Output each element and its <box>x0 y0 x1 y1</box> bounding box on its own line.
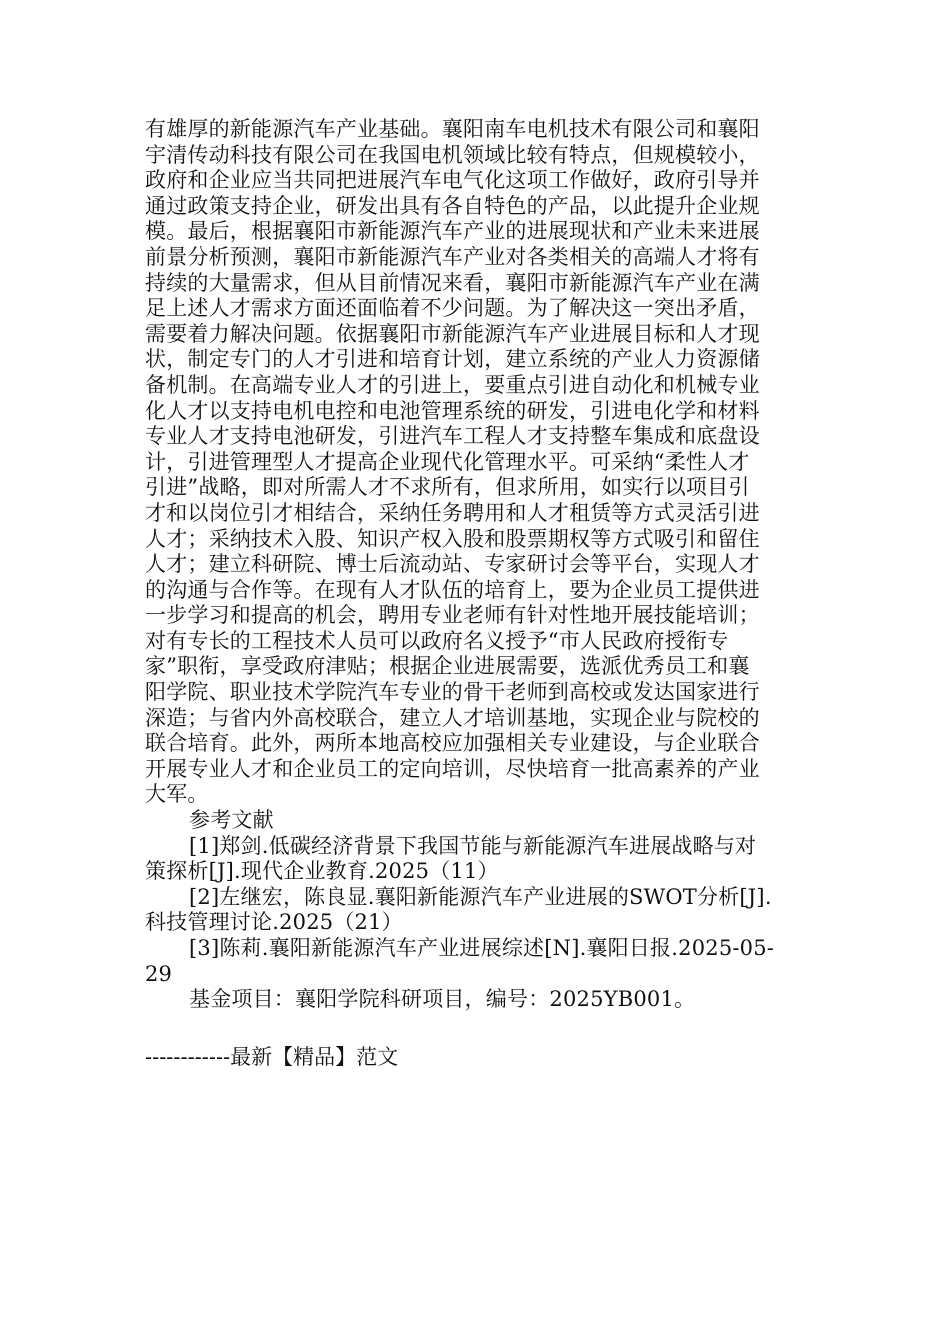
reference-line: 科技管理讨论.2025（21） <box>145 910 403 935</box>
main-paragraph <box>145 117 805 808</box>
paragraph-line: 政府和企业应当共同把进展汽车电气化这项工作做好，政府引导并 <box>145 168 760 193</box>
paragraph-line: 引进”战略，即对所需人才不求所有，但求所用，如实行以项目引 <box>145 475 750 500</box>
document-body <box>145 117 805 1013</box>
paragraph-line: 深造；与省内外高校联合，建立人才培训基地，实现企业与院校的 <box>145 705 760 730</box>
reference-item <box>145 885 805 936</box>
paragraph-line: 才和以岗位引才相结合，采纳任务聘用和人才租赁等方式灵活引进 <box>145 500 760 525</box>
paragraph-line: 的沟通与合作等。在现有人才队伍的培育上，要为企业员工提供进 <box>145 577 760 602</box>
references-section <box>145 808 805 987</box>
paragraph-line: 家”职衔，享受政府津贴；根据企业进展需要，选派优秀员工和襄 <box>145 654 750 679</box>
paragraph-line: 宇清传动科技有限公司在我国电机领域比较有特点，但规模较小， <box>145 142 760 167</box>
paragraph-line: 一步学习和提高的机会，聘用专业老师有针对性地开展技能培训； <box>145 603 760 628</box>
paragraph-line: 大军。 <box>145 782 209 807</box>
reference-line: 策探析[J].现代企业教育.2025（11） <box>145 859 499 884</box>
paragraph-line: 人才；建立科研院、博士后流动站、专家研讨会等平台，实现人才 <box>145 552 760 577</box>
paragraph-line: 计，引进管理型人才提高企业现代化管理水平。可采纳“柔性人才 <box>145 449 750 474</box>
paragraph-line: 前景分析预测，襄阳市新能源汽车产业对各类相关的高端人才将有 <box>145 244 760 269</box>
funding-note: 基金项目：襄阳学院科研项目，编号：2025YB001。 <box>189 987 696 1012</box>
paragraph-line: 专业人才支持电池研发，引进汽车工程人才支持整车集成和底盘设 <box>145 424 760 449</box>
paragraph-line: 足上述人才需求方面还面临着不少问题。为了解决这一突出矛盾， <box>145 296 760 321</box>
page-footer: ------------最新【精品】范文 <box>145 1045 399 1069</box>
reference-line: [3]陈莉.襄阳新能源汽车产业进展综述[N].襄阳日报.2025-05- <box>189 936 775 960</box>
paragraph-line: 状，制定专门的人才引进和培育计划，建立系统的产业人力资源储 <box>145 347 760 372</box>
paragraph-line: 开展专业人才和企业员工的定向培训，尽快培育一批高素养的产业 <box>145 756 760 781</box>
paragraph-line: 备机制。在高端专业人才的引进上，要重点引进自动化和机械专业 <box>145 372 760 397</box>
paragraph-line: 通过政策支持企业，研发出具有各自特色的产品，以此提升企业规 <box>145 193 760 218</box>
paragraph-line: 对有专长的工程技术人员可以政府名义授予“市人民政府授衔专 <box>145 628 729 653</box>
reference-line: 29 <box>145 961 173 986</box>
paragraph-line: 阳学院、职业技术学院汽车专业的骨干老师到高校或发达国家进行 <box>145 680 760 705</box>
reference-line: [1]郑剑.低碳经济背景下我国节能与新能源汽车进展战略与对 <box>189 833 757 858</box>
paragraph-line: 持续的大量需求，但从目前情况来看，襄阳市新能源汽车产业在满 <box>145 270 760 295</box>
paragraph-line: 需要着力解决问题。依据襄阳市新能源汽车产业进展目标和人才现 <box>145 321 760 346</box>
paragraph-line: 人才；采纳技术入股、知识产权入股和股票期权等方式吸引和留住 <box>145 526 760 551</box>
paragraph-line: 化人才以支持电机电控和电池管理系统的研发，引进电化学和材料 <box>145 398 760 423</box>
paragraph-line: 有雄厚的新能源汽车产业基础。襄阳南车电机技术有限公司和襄阳 <box>145 117 760 141</box>
reference-item <box>145 936 805 987</box>
reference-line: [2]左继宏，陈良显.襄阳新能源汽车产业进展的SWOT分析[J]. <box>189 884 772 909</box>
paragraph-line: 联合培育。此外，两所本地高校应加强相关专业建设，与企业联合 <box>145 731 760 756</box>
references-heading: 参考文献 <box>189 808 274 833</box>
paragraph-line: 模。最后，根据襄阳市新能源汽车产业的进展现状和产业未来进展 <box>145 219 760 244</box>
reference-item <box>145 834 805 885</box>
